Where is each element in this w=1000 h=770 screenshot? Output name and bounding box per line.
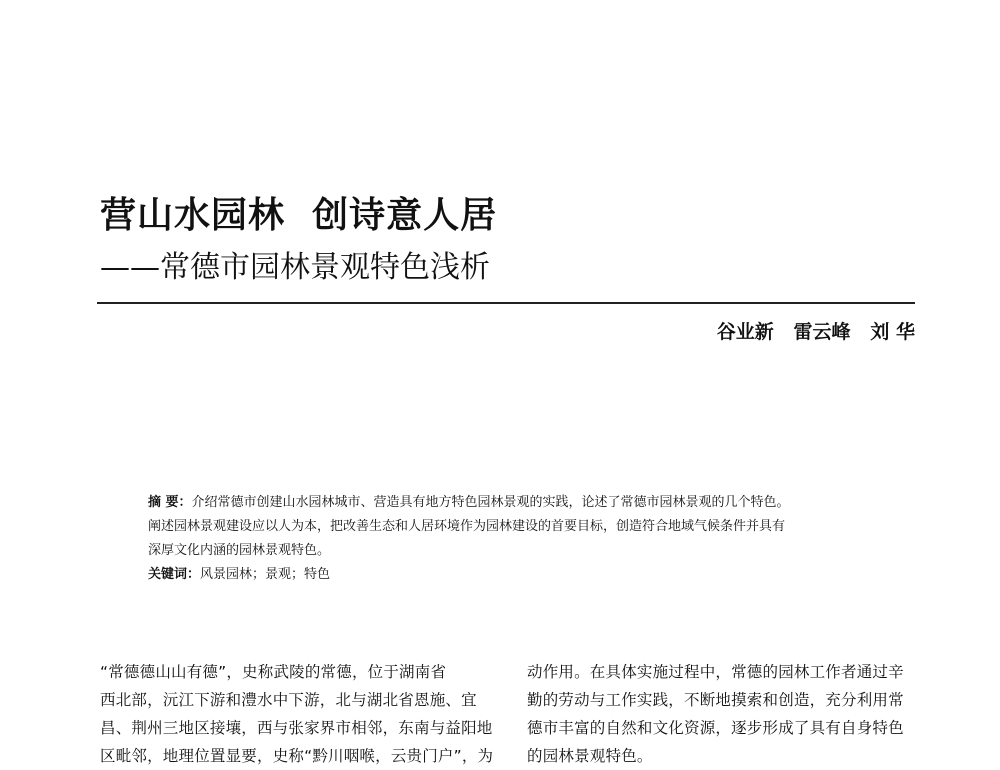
body-column-left — [100, 658, 492, 770]
body-line: “常德德山山有德”，史称武陵的常德，位于湖南省 — [100, 663, 447, 681]
paper-title: 营山水园林 创诗意人居 — [100, 195, 498, 236]
abstract-line-1 — [148, 491, 908, 515]
body-line: 区毗邻，地理位置显要，史称“黔川咽喉，云贵门户”，为 — [100, 747, 494, 765]
body-line: 的园林景观特色。 — [527, 747, 653, 765]
keywords-text: 风景园林；景观；特色 — [200, 567, 331, 582]
keywords-line — [148, 563, 908, 587]
authors: 谷业新 雷云峰 刘 华 — [716, 321, 915, 343]
body-line: 德市丰富的自然和文化资源，逐步形成了具有自身特色 — [527, 719, 904, 737]
keywords-label: 关键词： — [148, 567, 201, 582]
abstract-label: 摘 要： — [148, 495, 192, 510]
title-divider — [97, 302, 915, 304]
body-line: 勤的劳动与工作实践，不断地摸索和创造，充分利用常 — [527, 691, 904, 709]
body-line: 动作用。在具体实施过程中，常德的园林工作者通过辛 — [527, 663, 904, 681]
abstract-block — [148, 491, 908, 587]
body-line: 西北部，沅江下游和澧水中下游，北与湖北省恩施、宜 — [100, 691, 477, 709]
body-line: 昌、荆州三地区接壤，西与张家界市相邻，东南与益阳地 — [100, 719, 493, 737]
abstract-text-1: 介绍常德市创建山水园林城市、营造具有地方特色园林景观的实践，论述了常德市园林景观的几个特色。 — [191, 495, 790, 510]
abstract-line-2: 阐述园林景观建设应以人为本，把改善生态和人居环境作为园林建设的首要目标，创造符合地域气候条件并具有 — [148, 519, 786, 534]
abstract-line-3: 深厚文化内涵的园林景观特色。 — [148, 543, 331, 558]
body-column-right — [527, 658, 917, 770]
paper-subtitle: ——常德市园林景观特色浅析 — [100, 250, 490, 285]
